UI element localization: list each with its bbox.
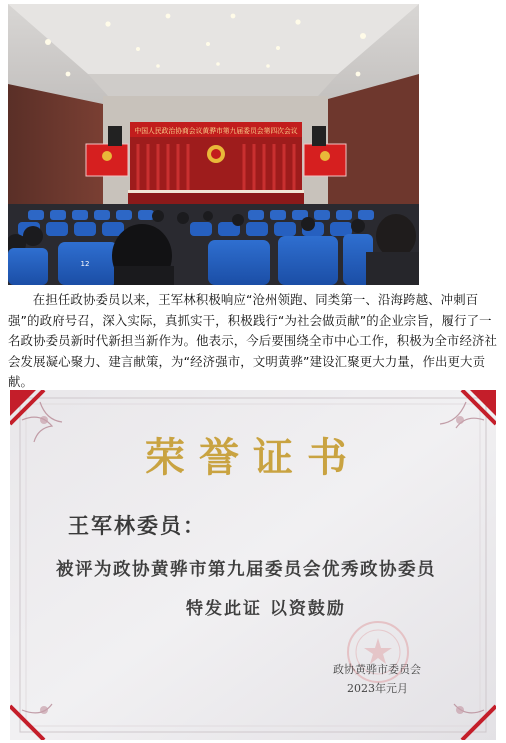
certificate-recipient: 王军林委员： <box>68 513 206 538</box>
certificate-date: 2023年元月 <box>347 682 408 695</box>
conference-photo <box>8 4 419 285</box>
honor-certificate <box>10 390 496 740</box>
banner-text: 中国人民政治协商会议黄骅市第九届委员会第四次会议 <box>134 127 298 135</box>
seat-number: 12 <box>80 260 90 268</box>
certificate-issuer: 政协黄骅市委员会 <box>333 663 421 676</box>
certificate-title: 荣誉证书 <box>145 434 361 481</box>
certificate-citation: 被评为政协黄骅市第九届委员会优秀政协委员 <box>56 560 436 580</box>
article-paragraph: 在担任政协委员以来，王军林积极响应“沧州领跑、同类第一、沿海跨越、冲刺百强”的政府号召，深入实际，真抓实干，积极践行“为社会做贡献”的企业宗旨，履行了一名政协委员新时代新担当新作为。他表示，今后要围绕全市中心工作，积极为全市经济社会发展凝心聚力、建言献策，为“经济强市，文明黄骅”建设汇聚更大力量，作出更大贡献。 <box>8 292 498 390</box>
certificate-closing: 特发此证 以资鼓励 <box>186 599 346 619</box>
